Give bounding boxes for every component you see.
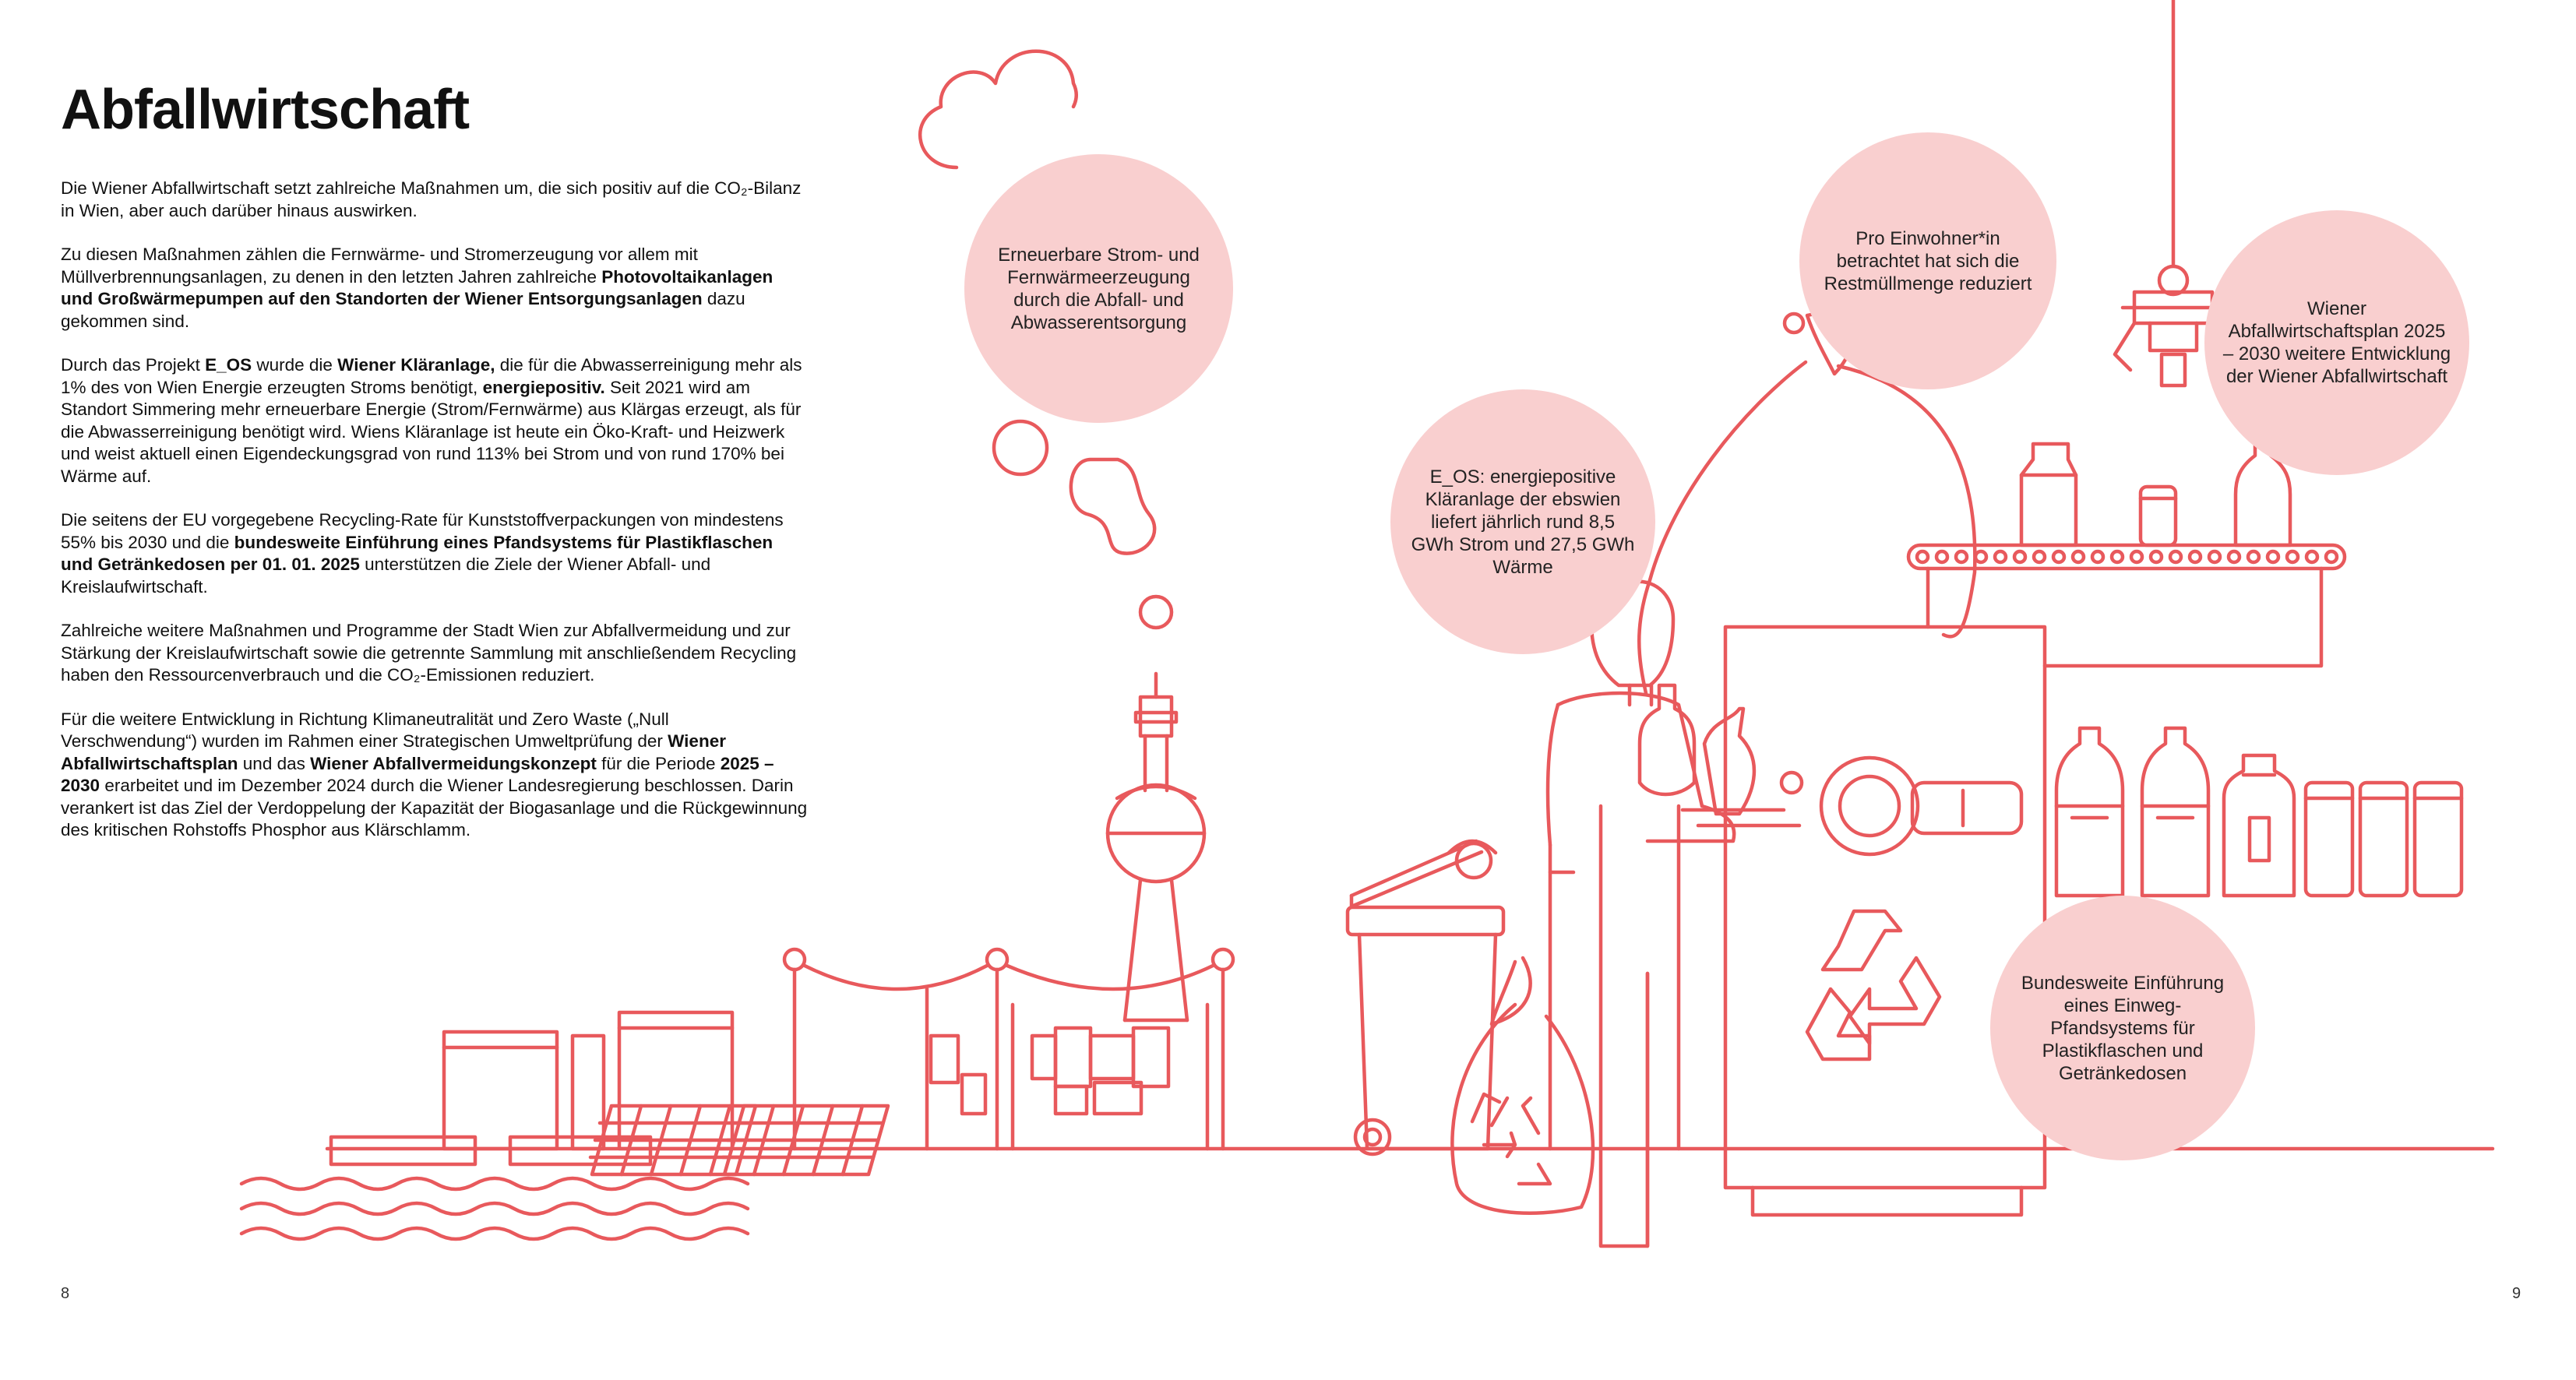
conveyor-roller <box>2092 551 2103 562</box>
tv-tower-icon <box>1108 674 1204 1020</box>
intro-run: dazu gekommen sind. <box>61 289 745 331</box>
garbage-bag-icon <box>1452 958 1593 1213</box>
fence-gate-icon <box>784 949 1233 1149</box>
intro-bold-run: bundesweite Einführung eines Pfandsystems für Plastikflaschen und Getränkedosen per 01. 01. 2025 <box>61 532 774 574</box>
sorting-machine-icon <box>1683 627 2045 1215</box>
carton-icon <box>2021 444 2076 545</box>
intro-bold-run: Photovoltaikanlagen und Großwärmepumpen auf den Standorten der Wiener Entsorgungsanlagen <box>61 266 774 308</box>
page-number-right: 9 <box>2512 1285 2521 1302</box>
intro-run: Die Wiener Abfallwirtschaft setzt zahlreiche Maßnahmen um, die sich positiv auf die CO₂-Bilanz in Wien, aber auch darüber hinaus auswirken. <box>61 178 802 220</box>
bubble-renewable-energy: Erneuerbare Strom- und Fernwärmeerzeugung durch die Abfall- und Abwasserentsorgung <box>964 154 1233 423</box>
conveyor-roller <box>2287 551 2298 562</box>
conveyor-roller <box>2268 551 2278 562</box>
conveyor-roller <box>2229 551 2239 562</box>
recycling-symbol-icon <box>1807 911 1940 1059</box>
conveyor-roller <box>2248 551 2259 562</box>
conveyor-roller <box>2131 551 2142 562</box>
intro-run: die für die Abwasserreinigung mehr als 1% des von Wien Energie erzeugten Stroms benötigt, <box>61 355 802 397</box>
intro-run: und das <box>238 753 311 773</box>
person-icon <box>1548 582 1734 1246</box>
intro-bold-run: energiepositiv. <box>482 377 605 397</box>
bubble-eos-plant: E_OS: energiepositive Kläranlage der ebswien liefert jährlich rund 8,5 GWh Strom und 27,5 GWh Wärme <box>1390 389 1655 654</box>
page-title: Abfallwirtschaft <box>61 79 470 141</box>
conveyor-roller <box>2326 551 2337 562</box>
water-waves-icon <box>241 1178 748 1239</box>
page-number-left: 8 <box>61 1285 70 1302</box>
conveyor-roller <box>2073 551 2084 562</box>
cloud-icon <box>920 51 1077 167</box>
intro-run: Zu diesen Maßnahmen zählen die Fernwärme- und Stromerzeugung vor allem mit Müllverbrennungsanlagen, zu denen in den letzten Jahren zahlreiche <box>61 245 698 287</box>
conveyor-roller <box>1917 551 1928 562</box>
conveyor-roller <box>2209 551 2220 562</box>
conveyor-roller <box>2034 551 2045 562</box>
conveyor-roller <box>2053 551 2064 562</box>
bottle-icon <box>1640 685 1802 814</box>
recycling-symbol-icon <box>1472 1094 1550 1184</box>
bubble-residual-waste: Pro Einwohner*in betrachtet hat sich die Restmüllmenge reduziert <box>1799 132 2056 389</box>
bubble-deposit-system: Bundesweite Einführung eines Einweg-Pfandsystems für Plastikflaschen und Getränkedosen <box>1990 896 2255 1160</box>
intro-run: Durch das Projekt <box>61 355 206 375</box>
intro-bold-run: Wiener Abfallvermeidungskonzept <box>310 753 597 773</box>
can-icon <box>2141 487 2176 545</box>
bubble-waste-plan: Wiener Abfallwirtschaftsplan 2025 – 2030 weitere Entwicklung der Wiener Abfallwirtschaft <box>2204 210 2469 475</box>
conveyor-roller <box>1975 551 1986 562</box>
conveyor-roller <box>1956 551 1967 562</box>
conveyor-roller <box>2170 551 2181 562</box>
intro-run: unterstützen die Ziele der Wiener Abfall- und Kreislaufwirtschaft. <box>61 554 711 597</box>
intro-bold-run: E_OS <box>205 355 252 375</box>
conveyor-roller <box>2151 551 2162 562</box>
intro-run: für die Periode <box>596 753 721 773</box>
smoke-icon <box>994 421 1172 628</box>
intro-run: wurde die <box>252 355 338 375</box>
conveyor-roller <box>2014 551 2025 562</box>
intro-run: Zahlreiche weitere Maßnahmen und Programme der Stadt Wien zur Abfallvermeidung und zur Stärkung der Kreislaufwirtschaft sowie die getrennte Sammlung mit anschließendem Recycling haben den Ressourcenverbrauch und die CO₂-Emissionen reduziert. <box>61 621 797 685</box>
intro-run: Seit 2021 wird am Standort Simmering mehr erneuerbare Energie (Strom/Fernwärme) aus Klärgas erzeugt, als für die Abwasserreinigung benötigt wird. Wiens Kläranlage ist heute ein Öko-Kraft- und Heizwerk und weist aktuell einen Eigendeckungsgrad von rund 113% bei Strom und von rund 170% bei Wärme auf. <box>61 377 802 486</box>
conveyor-roller <box>1995 551 2006 562</box>
conveyor-roller <box>2306 551 2317 562</box>
intro-bold-run: 2025 – 2030 <box>61 753 774 795</box>
conveyor-roller <box>2190 551 2201 562</box>
conveyor-roller <box>1936 551 1947 562</box>
intro-bold-run: Wiener Kläranlage, <box>337 355 495 375</box>
intro-run: erarbeitet und im Dezember 2024 durch die Wiener Landesregierung beschlossen. Darin verankert ist das Ziel der Verdoppelung der Kapazität der Biogasanlage und die Rückgewinnung des kritischen Rohstoffs Phosphor aus Klärschlamm. <box>61 776 808 840</box>
intro-bold-run: Wiener Abfallwirtschaftsplan <box>61 731 726 773</box>
conveyor-roller <box>2112 551 2123 562</box>
bottle-shelf-icon <box>2056 728 2461 896</box>
intro-run: Für die weitere Entwicklung in Richtung Klimaneutralität und Zero Waste („Null Verschwendung“) wurden im Rahmen einer Strategischen Umweltprüfung der <box>61 709 669 751</box>
intro-run: Die seitens der EU vorgegebene Recycling-Rate für Kunststoffverpackungen von mindestens 55% bis 2030 und die <box>61 510 784 552</box>
